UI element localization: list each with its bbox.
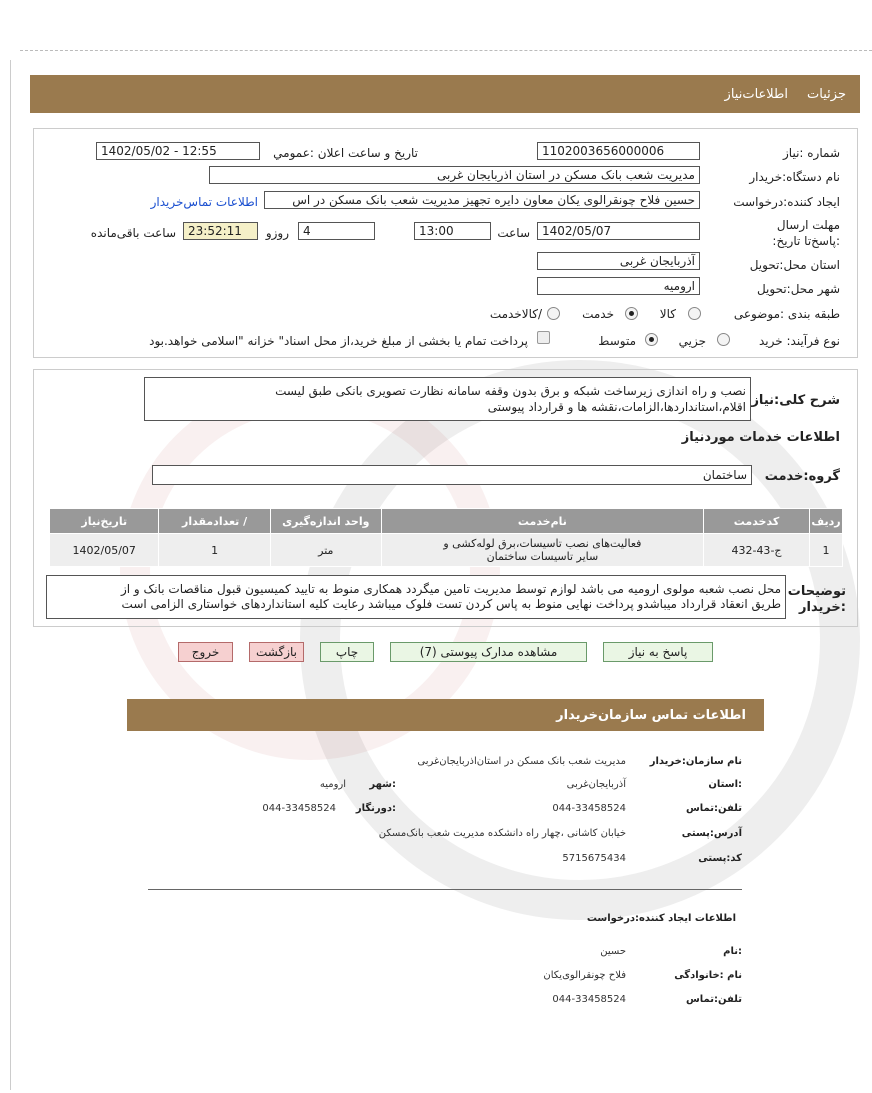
cell-service-code: ج-43-432 (703, 534, 809, 567)
buyer-notes-label: توضیحات :خریدار (787, 584, 846, 615)
creator-info-title: اطلاعات ایجاد کننده:درخواست (586, 913, 736, 924)
creator-family-label: نام :خانوادگی (674, 970, 742, 981)
buyer-notes-box (46, 575, 786, 619)
contact-city-label: :شهر (369, 779, 396, 790)
attachments-button[interactable]: مشاهده مدارک پیوستی (7) (390, 642, 587, 662)
back-button[interactable]: بازگشت (249, 642, 304, 662)
contact-address-value: خیابان کاشانی ،چهار راه دانشکده مدیریت شعب بانک‌مسکن (378, 828, 626, 839)
payment-note: پرداخت تمام یا بخشی از مبلغ خرید،از محل اسناد" خزانه "اسلامی خواهد.بود (149, 334, 528, 348)
city-label: شهر محل:تحویل (756, 282, 840, 296)
respond-button[interactable]: پاسخ به نیاز (603, 642, 713, 662)
services-title: اطلاعات خدمات موردنیاز (681, 430, 840, 445)
tab-details[interactable]: جزئیات (807, 87, 846, 102)
left-border-line (10, 60, 11, 1090)
treasury-payment-checkbox[interactable] (537, 331, 550, 344)
remaining-label: ساعت باقی‌مانده (90, 226, 176, 240)
services-table (49, 508, 843, 567)
top-header-bar (30, 75, 860, 113)
description-label: شرح کلی:نیاز (751, 393, 840, 408)
contact-postal-label: کد:پستی (698, 853, 742, 864)
contact-phone-label: تلفن:تماس (685, 803, 742, 814)
table-row (50, 534, 843, 567)
creator-label: ایجاد کننده:درخواست (733, 195, 840, 209)
creator-name-value: حسین (600, 946, 626, 957)
contact-org-label: نام سازمان:خریدار (649, 756, 742, 767)
buyer-org-field: مدیریت شعب بانک مسکن در استان اذربایجان غربی (209, 166, 700, 184)
category-label: طبقه بندی :موضوعی (733, 307, 840, 321)
buyer-org-label: نام دستگاه:خریدار (749, 170, 840, 184)
col-unit: واحد اندازه‌گیری (270, 509, 381, 534)
contact-phone-value: 044-33458524 (552, 803, 626, 814)
cell-unit: متر (270, 534, 381, 567)
col-service-code: کدخدمت (703, 509, 809, 534)
creator-family-value: فلاح چونقرالوی‌یکان (543, 970, 626, 981)
announce-label: تاریخ و ساعت اعلان :عمومي (273, 146, 418, 160)
buyer-notes-line-2: طریق انعقاد قرارداد میباشدو پرداخت نهایی منوط به پاس کردن تست فلوک میباشد رعایت کلیه استانداردهای خواستاری الزامی است (121, 597, 781, 611)
contact-header-bar (127, 699, 764, 731)
tab-need-info[interactable]: اطلاعات‌نیاز (724, 87, 788, 102)
need-number-label: شماره :نیاز (783, 146, 840, 160)
top-dashed-line (20, 50, 872, 51)
col-service-name: نام‌خدمت (381, 509, 703, 534)
col-need-date: تاریخ‌نیاز (50, 509, 159, 534)
category-service-label: خدمت (582, 307, 614, 321)
description-line-2: اقلام،استانداردها،الزامات،نقشه ها و قرارداد پیوستی (487, 400, 746, 414)
contact-address-label: آدرس:پستی (681, 828, 742, 839)
process-label: نوع فرآیند: خرید (759, 334, 840, 348)
days-field: 4 (298, 222, 375, 240)
process-medium-radio[interactable] (645, 333, 658, 346)
process-medium-label: متوسط (598, 334, 636, 348)
contact-divider (148, 889, 742, 890)
contact-province-label: :استان (708, 779, 742, 790)
creator-phone-label: تلفن:تماس (685, 994, 742, 1005)
category-goods-label: کالا (659, 307, 676, 321)
contact-org-value: مدیریت شعب بانک مسکن در استان‌اذربایجان‌غربی (417, 756, 626, 767)
deadline-time-field: 13:00 (414, 222, 491, 240)
contact-fax-label: :دورنگار (355, 803, 396, 814)
cell-row-number: 1 (810, 534, 843, 567)
days-label: روزو (265, 226, 289, 240)
process-minor-radio[interactable] (717, 333, 730, 346)
process-minor-label: جزیي (678, 334, 706, 348)
need-info-panel (33, 128, 858, 358)
creator-name-label: :نام (723, 946, 742, 957)
contact-title: اطلاعات تماس سازمان‌خریدار (556, 708, 746, 723)
description-line-1: نصب و راه اندازی زیرساخت شبکه و برق بدون وقفه سامانه نظارت تصویری بانکی طبق لیست (275, 384, 746, 398)
creator-field: حسین فلاح چونقرالوی یکان معاون دایره تجهیز مدیریت شعب بانک مسکن در اس (264, 191, 700, 209)
cell-need-date: 1402/05/07 (50, 534, 159, 567)
creator-phone-value: 044-33458524 (552, 994, 626, 1005)
print-button[interactable]: چاپ (320, 642, 374, 662)
table-header-row (50, 509, 843, 534)
announce-field: 1402/05/02 - 12:55 (96, 142, 260, 160)
province-label: استان محل:تحویل (749, 258, 840, 272)
cell-quantity: 1 (159, 534, 270, 567)
contact-province-value: آذربایجان‌غربی (566, 779, 626, 790)
category-goods-radio[interactable] (688, 307, 701, 320)
province-field: آذربایجان غربی (537, 252, 700, 270)
need-number-field: 1102003656000006 (537, 142, 700, 160)
deadline-label: مهلت ارسال :پاسخ‌تا تاریخ: (772, 218, 840, 248)
deadline-time-label: ساعت (497, 226, 530, 240)
service-group-label: گروه:خدمت (764, 469, 840, 484)
col-quantity: / تعدادمقدار (159, 509, 270, 534)
description-box (144, 377, 751, 421)
deadline-date-field: 1402/05/07 (537, 222, 700, 240)
contact-postal-value: 5715675434 (562, 853, 626, 864)
cell-service-name: فعالیت‌های نصب تاسیسات،برق لوله‌کشی و سایر تاسیسات ساختمان (381, 534, 703, 567)
city-field: ارومیه (537, 277, 700, 295)
col-row-number: ردیف (810, 509, 843, 534)
buyer-notes-line-1: محل نصب شعبه مولوی ارومیه می باشد لوازم توسط مدیریت تامین میگردد همکاری منوط به تایید کمیسیون قبول مناقصات بانک و از (120, 582, 781, 596)
contact-fax-value: 044-33458524 (262, 803, 336, 814)
category-service-radio[interactable] (625, 307, 638, 320)
contact-city-value: ارومیه (319, 779, 346, 790)
exit-button[interactable]: خروج (178, 642, 233, 662)
category-goods-service-radio[interactable] (547, 307, 560, 320)
category-goods-service-label: /کالاخدمت (489, 307, 542, 321)
service-group-field: ساختمان (152, 465, 752, 485)
contact-buyer-link[interactable]: اطلاعات تماس‌خریدار (150, 195, 258, 209)
remaining-time-field: 23:52:11 (183, 222, 258, 240)
